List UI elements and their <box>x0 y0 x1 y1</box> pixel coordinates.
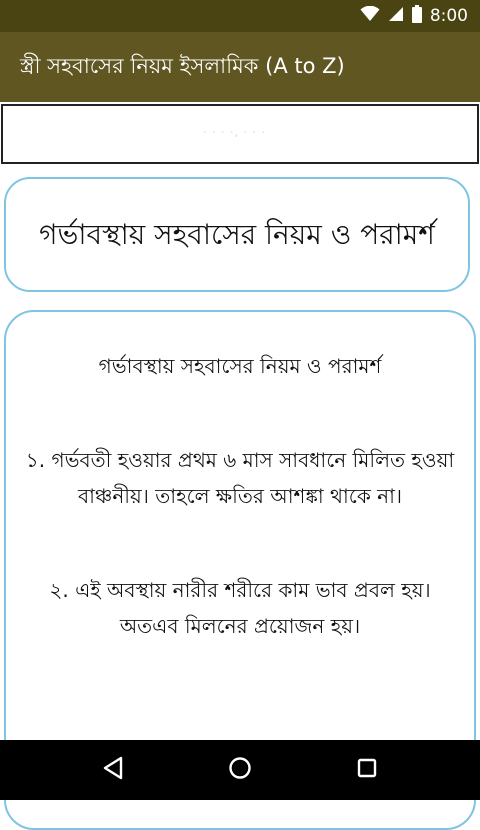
article-heading: গর্ভাবস্থায় সহবাসের নিয়ম ও পরামর্শ <box>98 354 382 378</box>
recents-icon <box>356 757 378 783</box>
navigation-bar <box>0 740 480 800</box>
back-button[interactable] <box>83 740 143 800</box>
app-bar <box>0 32 480 102</box>
recents-button[interactable] <box>337 740 397 800</box>
status-bar <box>0 0 480 32</box>
home-icon <box>228 756 252 784</box>
cellular-signal-icon <box>388 6 404 26</box>
ad-banner[interactable] <box>1 104 479 164</box>
status-time: 8:00 <box>429 6 468 26</box>
ad-banner-text: · · · ·, · · · <box>203 126 266 139</box>
article-title: গর্ভাবস্থায় সহবাসের নিয়ম ও পরামর্শ <box>39 217 435 251</box>
article-paragraph-1: ১. গর্ভবতী হওয়ার প্রথম ৬ মাস সাবধানে মিলিত হওয়া বাঞ্চনীয়। তাহলে ক্ষতির আশঙ্কা থাকে না। <box>25 448 455 508</box>
battery-icon <box>412 5 422 27</box>
status-icons <box>360 0 468 32</box>
article-paragraph-2: ২. এই অবস্থায় নারীর শরীরে কাম ভাব প্রবল হয়। অতএব মিলনের প্রয়োজন হয়। <box>49 578 431 638</box>
home-button[interactable] <box>210 740 270 800</box>
article-title-card <box>4 177 470 292</box>
back-icon <box>102 756 124 784</box>
app-title: স্ত্রী সহবাসের নিয়ম ইসলামিক (A to Z) <box>20 53 345 78</box>
wifi-icon <box>360 6 380 26</box>
